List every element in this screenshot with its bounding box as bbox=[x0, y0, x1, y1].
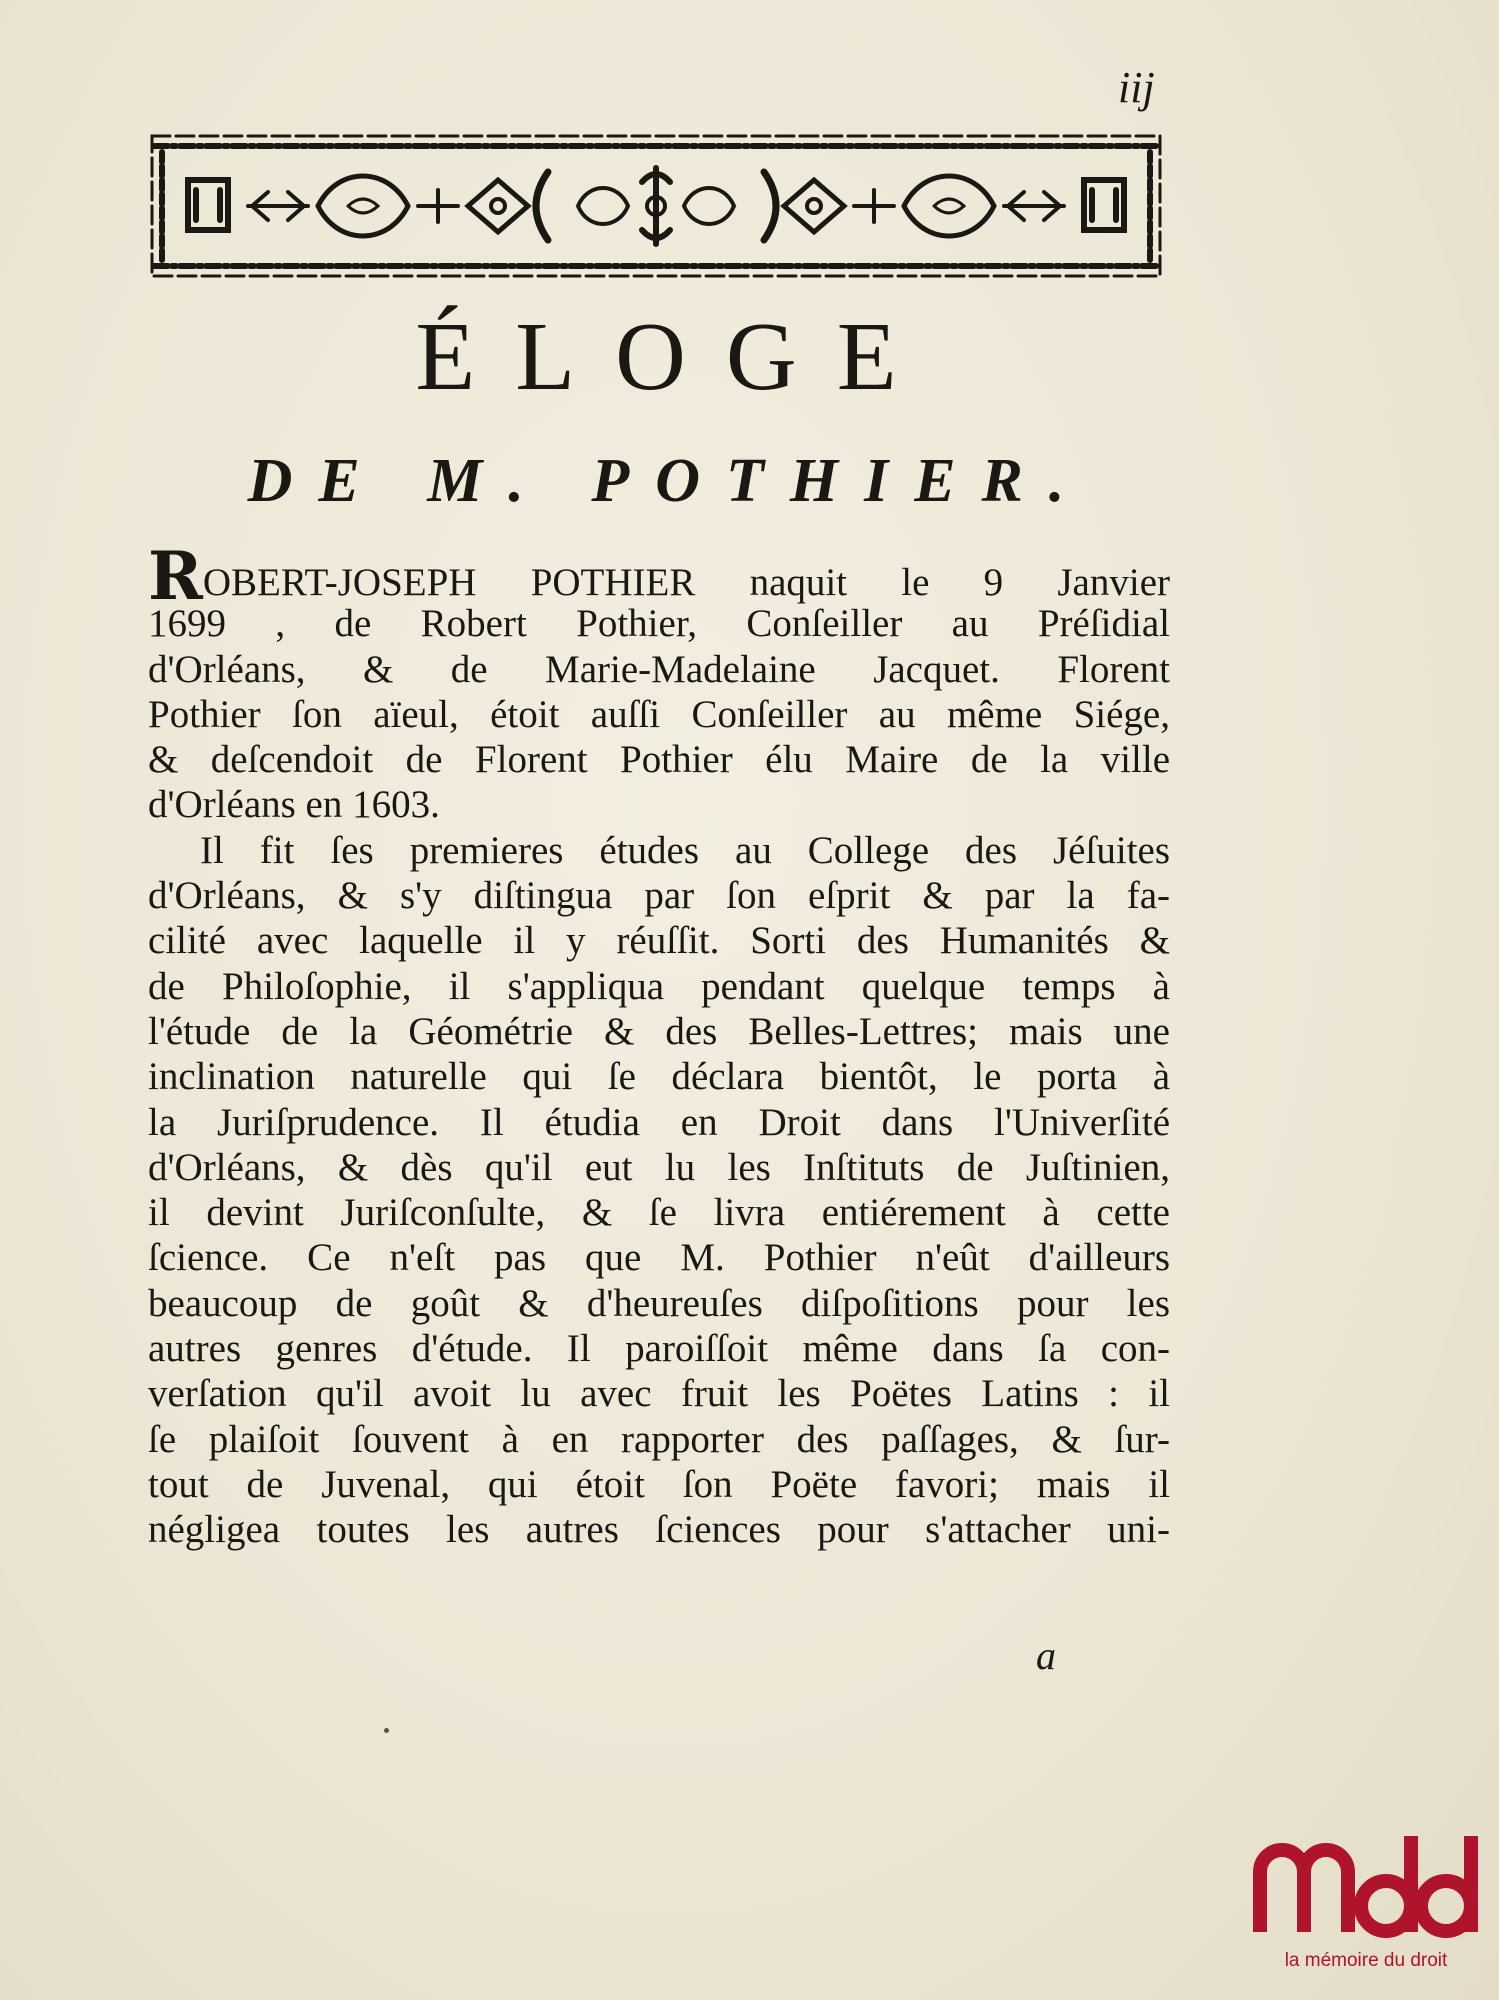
text-line: négligea toutes les autres ſciences pour s'attacher uni- bbox=[148, 1508, 1170, 1552]
mdd-logo-mark bbox=[1250, 1822, 1482, 1942]
text-line: autres genres d'étude. Il paroiſſoit même dans ſa con- bbox=[148, 1327, 1170, 1371]
text-line: Pothier ſon aïeul, étoit auſſi Conſeiller au même Siége, bbox=[148, 692, 1170, 736]
text-line: inclination naturelle qui ſe déclara bientôt, le porta à bbox=[148, 1055, 1170, 1099]
mdd-logo[interactable] bbox=[1250, 1822, 1482, 1992]
text-line: 1699 , de Robert Pothier, Conſeiller au Préſidial bbox=[148, 602, 1170, 646]
text-line: verſation qu'il avoit lu avec fruit les Poëtes Latins : il bbox=[148, 1372, 1170, 1416]
text-line: & deſcendoit de Florent Pothier élu Maire de la ville bbox=[148, 738, 1170, 782]
body-text bbox=[148, 537, 1170, 1553]
text-line: la Juriſprudence. Il étudia en Droit dans l'Univerſité bbox=[148, 1100, 1170, 1144]
text-line: d'Orléans, & de Marie-Madelaine Jacquet. Florent bbox=[148, 647, 1170, 691]
text-line: Il fit ſes premieres études au College des Jéſuites bbox=[200, 828, 1170, 872]
text-line: l'étude de la Géométrie & des Belles-Lettres; mais une bbox=[148, 1009, 1170, 1053]
page-title: ÉLOGE bbox=[415, 303, 937, 411]
page-subtitle: DE M. POTHIER. bbox=[247, 447, 1091, 515]
drop-cap: R bbox=[148, 537, 203, 615]
text-line: ſcience. Ce n'eſt pas que M. Pothier n'eût d'ailleurs bbox=[148, 1236, 1170, 1280]
text-line: ſe plaiſoit ſouvent à en rapporter des paſſages, & ſur- bbox=[148, 1417, 1170, 1461]
catchword: a bbox=[1036, 1633, 1056, 1678]
text-line: d'Orléans en 1603. bbox=[148, 783, 440, 827]
text-line: d'Orléans, & s'y diſtingua par ſon eſprit & par la fa- bbox=[148, 874, 1170, 918]
logo-tagline: la mémoire du droit bbox=[1284, 1950, 1448, 1971]
ink-speck bbox=[384, 1728, 389, 1733]
text-line bbox=[148, 537, 1170, 615]
text-line: cilité avec laquelle il y réuſſit. Sorti des Humanités & bbox=[148, 919, 1170, 963]
text-line: tout de Juvenal, qui étoit ſon Poëte favori; mais il bbox=[148, 1462, 1170, 1506]
text-line: il devint Juriſconſulte, & ſe livra entiérement à cette bbox=[148, 1191, 1170, 1235]
text-line: de Philoſophie, il s'appliqua pendant quelque temps à bbox=[148, 964, 1170, 1008]
folio-number: iij bbox=[1118, 63, 1155, 112]
text-line: beaucoup de goût & d'heureuſes diſpoſitions pour les bbox=[148, 1281, 1170, 1325]
text-line: d'Orléans, & dès qu'il eut lu les Inſtituts de Juſtinien, bbox=[148, 1145, 1170, 1189]
subject-name: OBERT-JOSEPH POTHIER bbox=[202, 561, 696, 604]
ornament-band-icon bbox=[148, 132, 1164, 280]
text-line-content: naquit le 9 Janvier bbox=[695, 561, 1170, 604]
